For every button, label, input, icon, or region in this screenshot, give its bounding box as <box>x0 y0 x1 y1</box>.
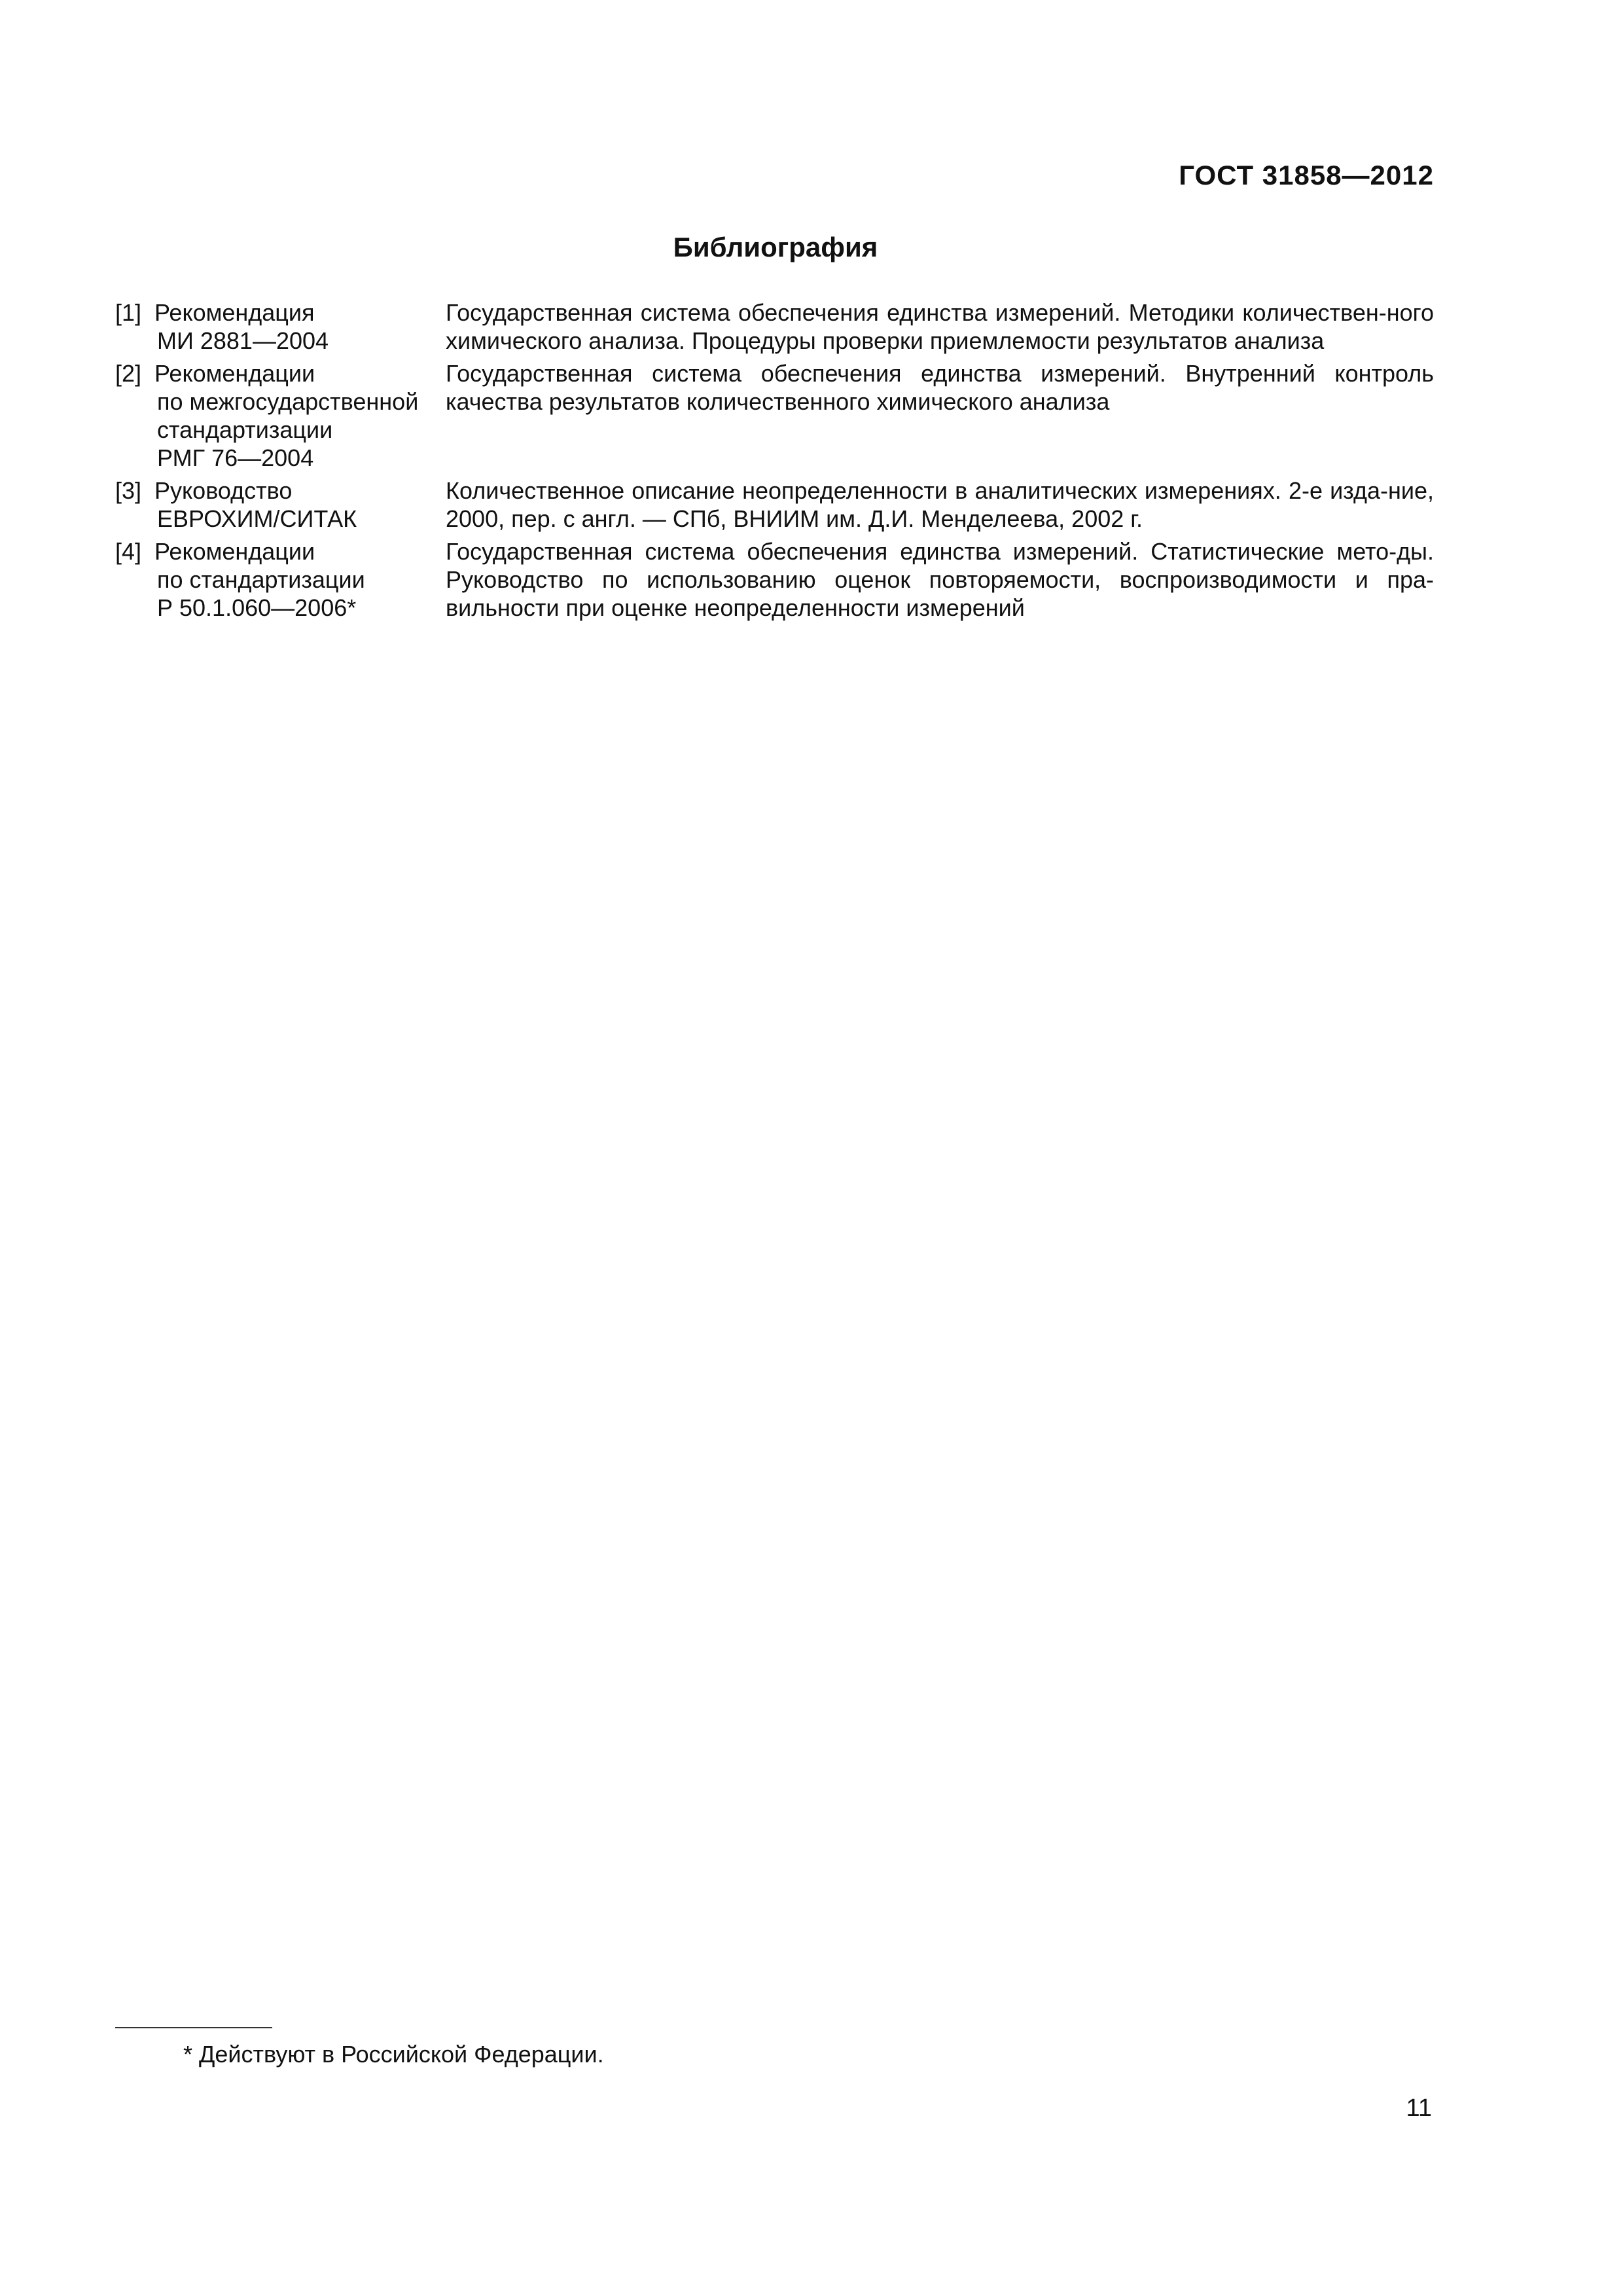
reference-text: Руководство ЕВРОХИМ/СИТАК <box>154 477 357 532</box>
entry-description: Государственная система обеспечения единства измерений. Внутренний контроль качества результатов количественного химического анализа <box>446 360 1434 415</box>
entry-description: Государственная система обеспечения единства измерений. Статистические мето-ды. Руководство по использованию оценок повторяемости, воспроизводимости и пра-вильности при оценке неопределенности измерений <box>446 538 1434 621</box>
entry-description: Количественное описание неопределенности в аналитических измерениях. 2-е изда-ние, 2000, пер. с англ. — СПб, ВНИИМ им. Д.И. Менделеева, 2002 г. <box>446 477 1434 532</box>
entry-number: [3] <box>115 477 142 504</box>
bibliography-entry <box>115 298 1434 355</box>
bibliography-entry <box>115 476 1434 533</box>
reference-cell <box>115 476 446 533</box>
page-number: 11 <box>1406 2094 1432 2122</box>
reference-text: Рекомендация МИ 2881—2004 <box>154 299 329 354</box>
reference-text: Рекомендации по стандартизации Р 50.1.060—2006* <box>154 538 365 621</box>
document-code: ГОСТ 31858—2012 <box>1179 160 1434 190</box>
bibliography-list <box>115 298 1434 626</box>
section-title: Библиография <box>673 232 878 262</box>
reference-cell <box>115 298 446 355</box>
entry-number: [2] <box>115 360 142 387</box>
entry-number: [4] <box>115 538 142 565</box>
reference-text: Рекомендации по межгосударственной стандартизации РМГ 76—2004 <box>154 360 419 471</box>
footnote-divider <box>115 2027 272 2028</box>
reference-cell <box>115 359 446 472</box>
bibliography-entry <box>115 359 1434 472</box>
bibliography-entry <box>115 537 1434 622</box>
entry-number: [1] <box>115 299 142 326</box>
footnote: * Действуют в Российской Федерации. <box>183 2041 604 2068</box>
entry-description: Государственная система обеспечения единства измерений. Методики количествен-ного химического анализа. Процедуры проверки приемлемости результатов анализа <box>446 299 1434 354</box>
reference-cell <box>115 537 446 622</box>
